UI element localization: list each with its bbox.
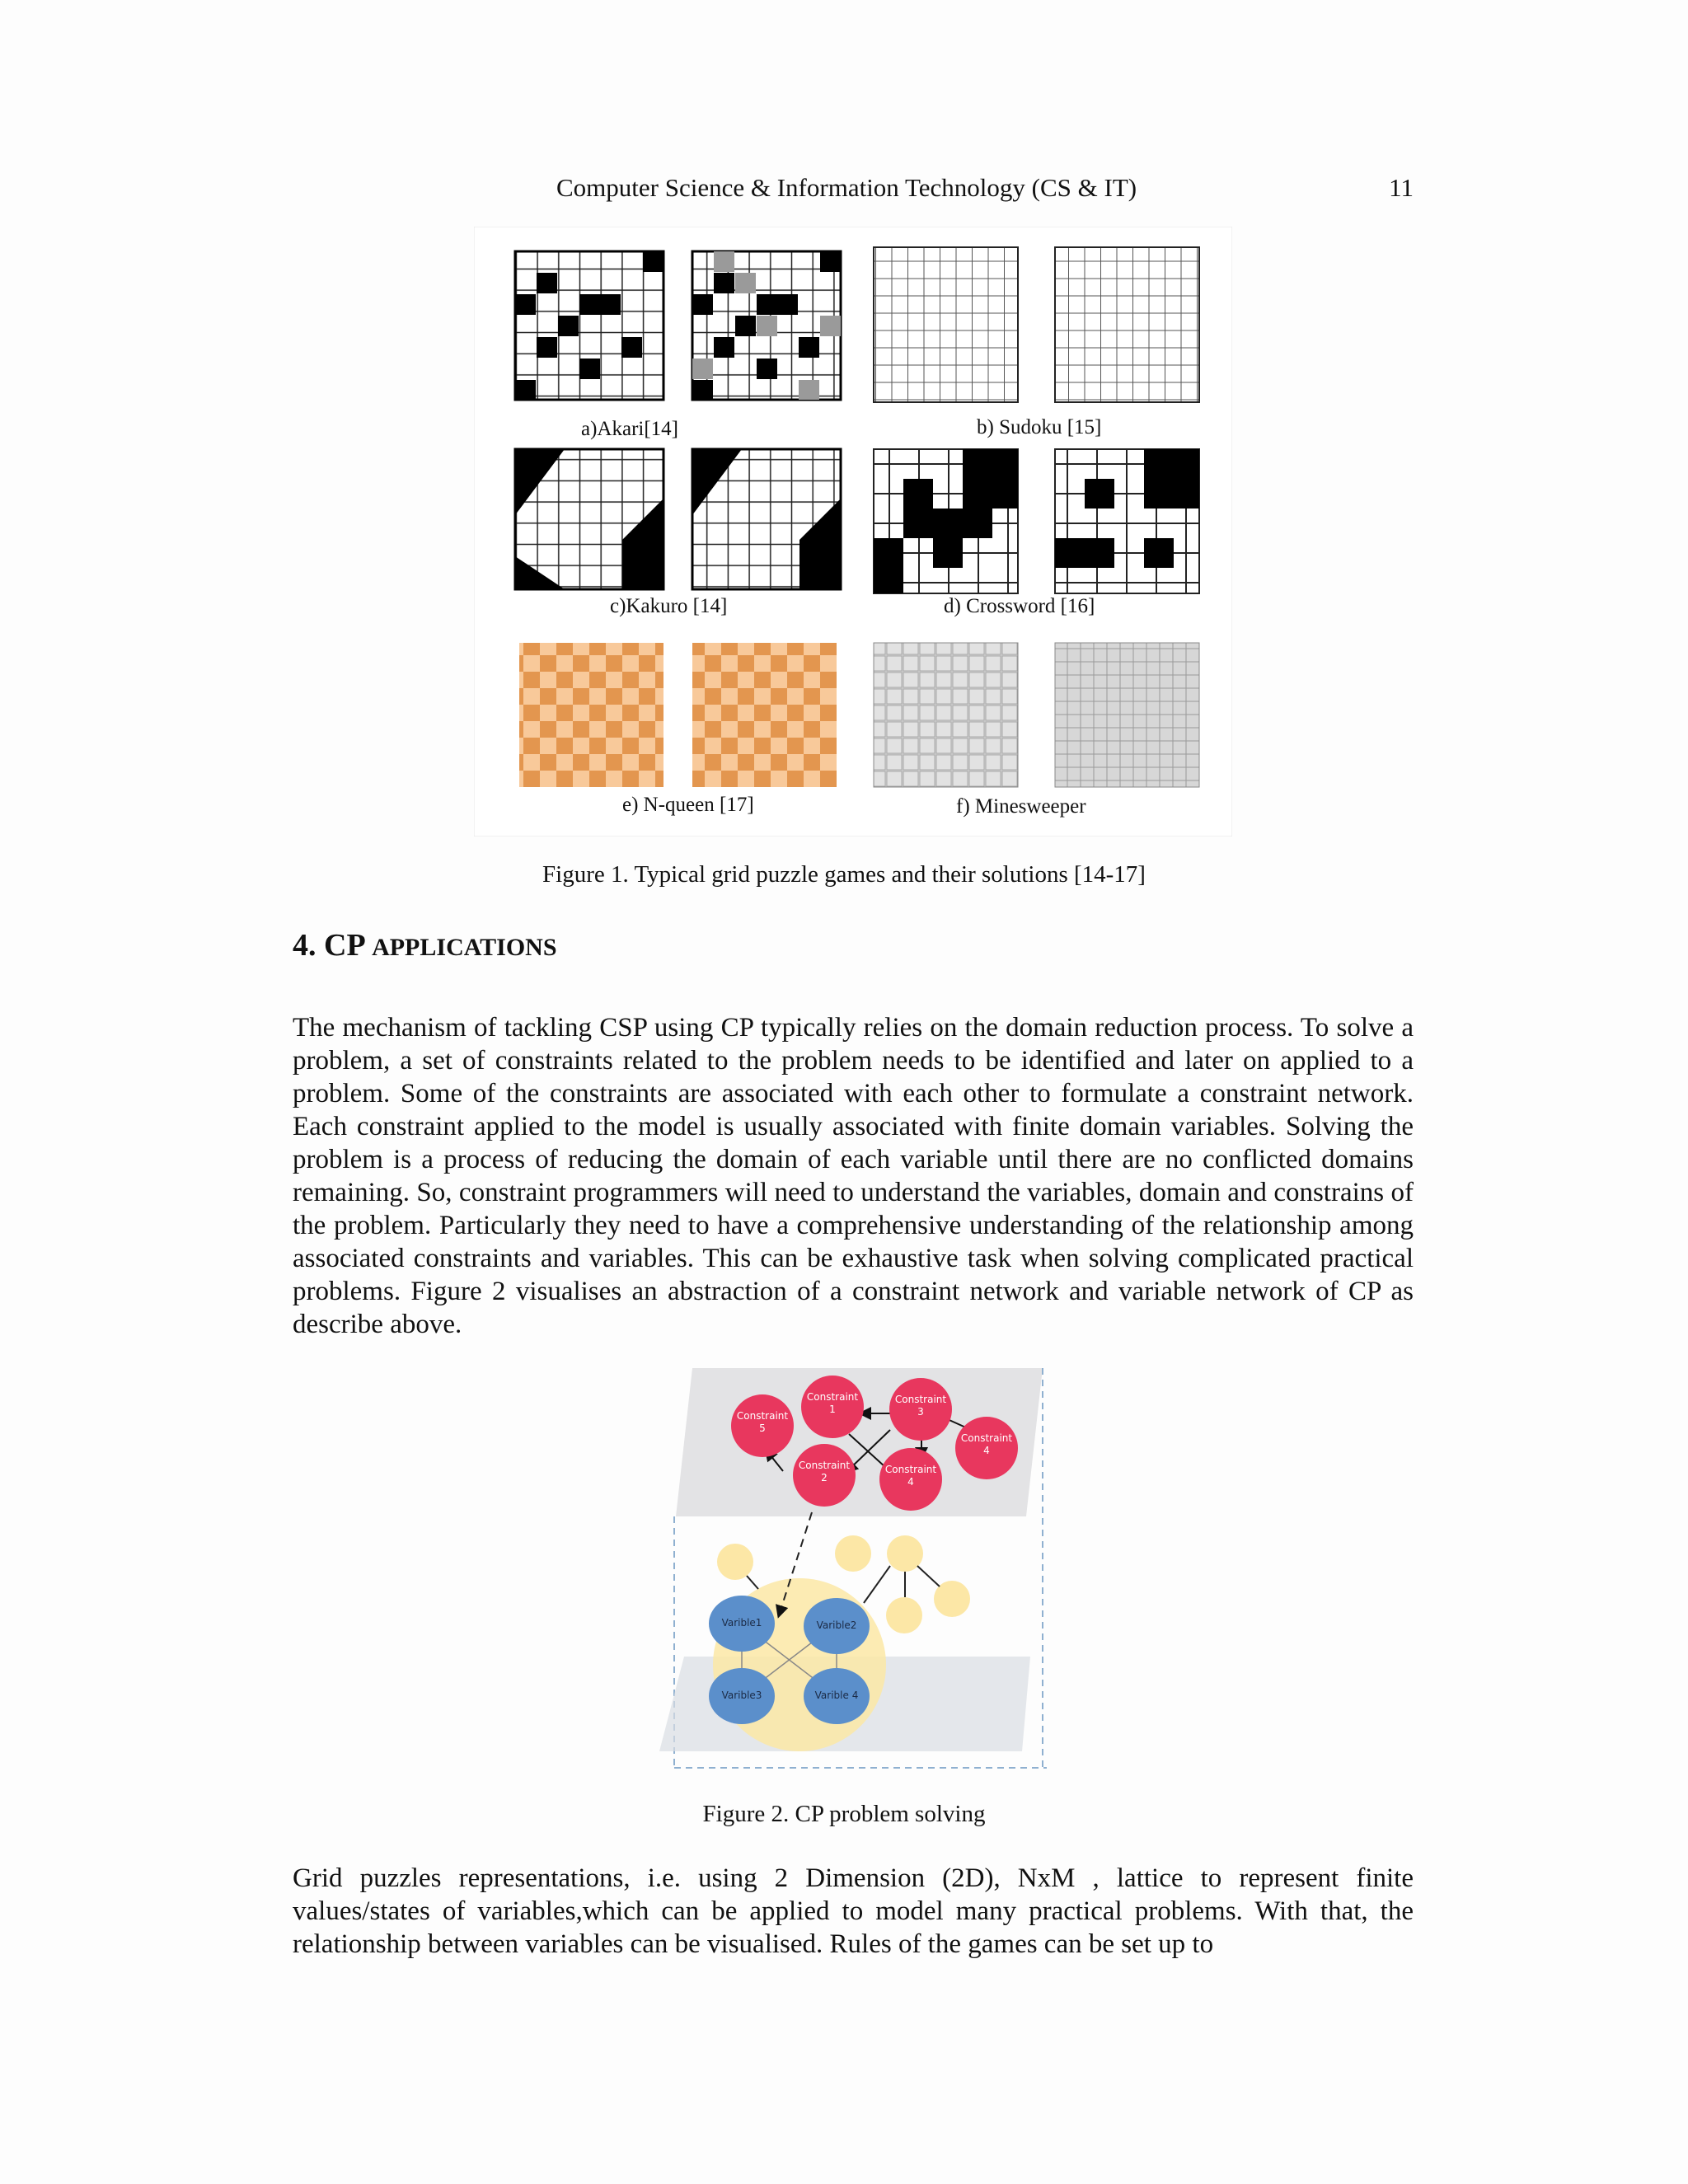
subcaption-akari: a)Akari[14] [581,418,678,440]
akari-puzzle [515,251,663,400]
paragraph-2: Grid puzzles representations, i.e. using 2 Dimension (2D), NxM , lattice to represent finite values/states of variables,which can be applied to model many practical problems. With that, the relationship between variables can be visualised. Rules of the games can be set up to [293,1863,1414,1959]
figure-2-caption: Figure 2. CP problem solving [702,1801,986,1827]
constraint-node: Constraint 1 [806,1391,859,1415]
akari-solution [692,251,841,400]
nqueen-solution [692,643,837,787]
minesweeper-solution [1055,643,1199,787]
constraint-node: Constraint 2 [798,1460,851,1483]
constraint-node: Constraint 4 [960,1432,1013,1456]
section-heading [293,927,557,963]
crossword-solution [1055,449,1199,593]
paragraph-1: The mechanism of tackling CSP using CP typically relies on the domain reduction process. To solve a problem, a set of constraints related to the problem needs to be identified and later on applied to a problem. Some of the constraints are associated with each other to formulate a constraint network. Each constraint applied to the model is usually associated with finite domain variables. Solving the problem is a process of reducing the domain of each variable until there are no conflicted domains remaining. So, constraint programmers will need to understand the variables, domain and constrains of the problem. Particularly they need to have a comprehensive understanding of the relationship among associated constraints and variables. This can be exhaustive task when solving complicated practical problems. Figure 2 visualises an abstraction of a constraint network and variable network of CP as describe above. [293,1013,1414,1339]
section-number: 4. [293,928,324,963]
subcaption-kakuro: c)Kakuro [14] [610,595,728,617]
variable-node: Varible3 [721,1690,762,1701]
sudoku-solution [1055,247,1199,402]
section-cp: CP [324,928,364,963]
subcaption-sudoku: b) Sudoku [15] [977,416,1102,438]
kakuro-solution [692,449,841,589]
figure-1-caption: Figure 1. Typical grid puzzle games and their solutions [14-17] [542,861,1146,888]
constraint-node: Constraint 4 [884,1464,937,1488]
figure-2 [659,1368,1055,1772]
kakuro-puzzle [515,449,663,589]
figure-1 [474,227,1232,837]
variable-node: Varible 4 [814,1690,859,1701]
section-title-rest: APPLICATIONS [372,934,557,961]
nqueen-board [519,643,663,787]
constraint-node: Constraint 3 [894,1394,947,1418]
figure-2-diagram [659,1368,1055,1772]
subcaption-crossword: d) Crossword [16] [944,595,1095,617]
journal-name: Computer Science & Information Technology (CS & IT) [556,173,1137,202]
subcaption-nqueen: e) N-queen [17] [622,794,754,816]
crossword-puzzle [874,449,1018,593]
figure-1-panels [474,227,1232,837]
sudoku-puzzle [874,247,1018,402]
constraint-node: Constraint 5 [736,1410,789,1434]
variable-node: Varible2 [816,1619,857,1631]
subcaption-minesweeper: f) Minesweeper [956,795,1086,818]
running-header [293,173,1414,206]
page-number: 11 [1389,173,1414,202]
minesweeper-board [874,643,1018,787]
variable-node: Varible1 [721,1617,762,1629]
